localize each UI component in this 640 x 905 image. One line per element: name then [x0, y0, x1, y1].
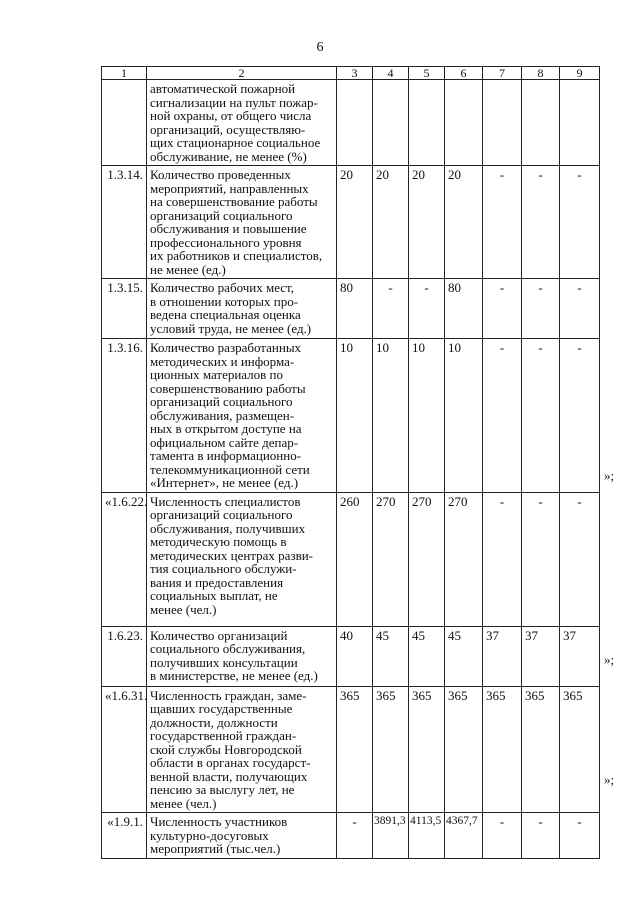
- indicator-value: -: [522, 166, 560, 279]
- indicator-value: 45: [373, 626, 409, 686]
- indicator-value: 365: [337, 686, 373, 813]
- indicator-value: 80: [445, 279, 483, 339]
- indicator-value: 10: [373, 339, 409, 493]
- indicator-value: [373, 80, 409, 166]
- indicator-value: 10: [445, 339, 483, 493]
- indicator-value: 4113,5: [409, 813, 445, 859]
- indicator-value: -: [409, 279, 445, 339]
- indicator-value: [409, 80, 445, 166]
- header-cell: 4: [373, 67, 409, 80]
- indicator-description: Количество организаций социального обслуживания, получивших консультации в министерстве, не менее (ед.): [147, 626, 337, 686]
- header-cell: 7: [483, 67, 522, 80]
- indicator-value: 20: [445, 166, 483, 279]
- header-cell: 1: [102, 67, 147, 80]
- indicator-value: -: [373, 279, 409, 339]
- indicator-value: 365: [445, 686, 483, 813]
- indicator-value: 270: [373, 492, 409, 626]
- indicator-description: Количество проведенных мероприятий, направленных на совершенствование работы организаций социального обслуживания и повышение профессионального уровня их работников и специалистов, не менее (ед.): [147, 166, 337, 279]
- indicator-value: [522, 80, 560, 166]
- indicator-value: 270: [445, 492, 483, 626]
- row-end-mark: »;: [604, 468, 615, 483]
- indicator-value: -: [560, 279, 600, 339]
- indicator-value: 365: [409, 686, 445, 813]
- indicator-value: 37: [483, 626, 522, 686]
- page-number: 6: [316, 40, 324, 55]
- indicator-value: [483, 80, 522, 166]
- header-cell: 5: [409, 67, 445, 80]
- table-row: [102, 279, 600, 339]
- indicator-value: -: [560, 492, 600, 626]
- table-row: [102, 626, 600, 686]
- indicator-value: [337, 80, 373, 166]
- indicator-description: Численность граждан, заме- щавших государственные должности, должности государственной граждан- ской службы Новгородской области в органах государст- венной власти, получающих пенсию за выслугу лет, не менее (чел.): [147, 686, 337, 813]
- indicator-value: [445, 80, 483, 166]
- header-cell: 8: [522, 67, 560, 80]
- table-row: [102, 813, 600, 859]
- indicators-table: [101, 66, 600, 859]
- indicator-value: -: [522, 339, 560, 493]
- indicator-value: 270: [409, 492, 445, 626]
- indicator-value: -: [483, 813, 522, 859]
- indicator-description: автоматической пожарной сигнализации на пульт пожар- ной охраны, от общего числа организаций, осуществляю- щих стационарное социальное обслуживание, не менее (%): [147, 80, 337, 166]
- table-row: [102, 492, 600, 626]
- indicator-value: 45: [409, 626, 445, 686]
- row-number: «1.6.22.: [102, 492, 147, 626]
- row-number: «1.6.31.: [102, 686, 147, 813]
- indicator-value: 20: [373, 166, 409, 279]
- indicator-value: 10: [409, 339, 445, 493]
- indicator-value: -: [522, 279, 560, 339]
- indicator-value: 10: [337, 339, 373, 493]
- row-end-mark: »;: [604, 772, 615, 787]
- indicator-value: 40: [337, 626, 373, 686]
- header-cell: 9: [560, 67, 600, 80]
- indicator-value: 365: [522, 686, 560, 813]
- table-row: [102, 166, 600, 279]
- indicator-value: 4367,7: [445, 813, 483, 859]
- row-number: «1.9.1.: [102, 813, 147, 859]
- indicator-value: -: [483, 492, 522, 626]
- header-cell: 6: [445, 67, 483, 80]
- header-row: [102, 67, 600, 80]
- indicator-value: -: [483, 166, 522, 279]
- indicator-description: Численность специалистов организаций социального обслуживания, получивших методическую помощь в методических центрах разви- тия социального обслужи- вания и предоставления социальных выплат, не менее (чел.): [147, 492, 337, 626]
- indicator-description: Количество рабочих мест, в отношении которых про- ведена специальная оценка условий труда, не менее (ед.): [147, 279, 337, 339]
- indicator-description: Количество разработанных методических и информа- ционных материалов по совершенствованию работы организаций социального обслуживания, размещен- ных в открытом доступе на официальном сайте депар- тамента в информационно- телекоммуникационной сети «Интернет», не менее (ед.): [147, 339, 337, 493]
- indicator-value: -: [337, 813, 373, 859]
- indicator-value: 20: [337, 166, 373, 279]
- indicator-value: 365: [373, 686, 409, 813]
- header-cell: 2: [147, 67, 337, 80]
- table-row: [102, 80, 600, 166]
- indicator-value: -: [560, 339, 600, 493]
- indicator-value: 365: [560, 686, 600, 813]
- row-number: 1.3.16.: [102, 339, 147, 493]
- indicator-value: [560, 80, 600, 166]
- row-number: 1.6.23.: [102, 626, 147, 686]
- row-number: 1.3.15.: [102, 279, 147, 339]
- indicator-value: 260: [337, 492, 373, 626]
- row-end-mark: »;: [604, 652, 615, 667]
- indicator-value: 3891,3: [373, 813, 409, 859]
- row-number: 1.3.14.: [102, 166, 147, 279]
- table-row: [102, 339, 600, 493]
- indicator-value: 37: [522, 626, 560, 686]
- indicator-value: -: [522, 492, 560, 626]
- table-row: [102, 686, 600, 813]
- indicator-value: -: [483, 279, 522, 339]
- indicator-value: 20: [409, 166, 445, 279]
- indicator-value: -: [522, 813, 560, 859]
- indicator-value: 365: [483, 686, 522, 813]
- indicator-value: -: [560, 813, 600, 859]
- indicator-description: Численность участников культурно-досуговых мероприятий (тыс.чел.): [147, 813, 337, 859]
- row-number: [102, 80, 147, 166]
- indicator-value: 45: [445, 626, 483, 686]
- indicator-value: 37: [560, 626, 600, 686]
- indicator-value: 80: [337, 279, 373, 339]
- header-cell: 3: [337, 67, 373, 80]
- indicator-value: -: [560, 166, 600, 279]
- indicator-value: -: [483, 339, 522, 493]
